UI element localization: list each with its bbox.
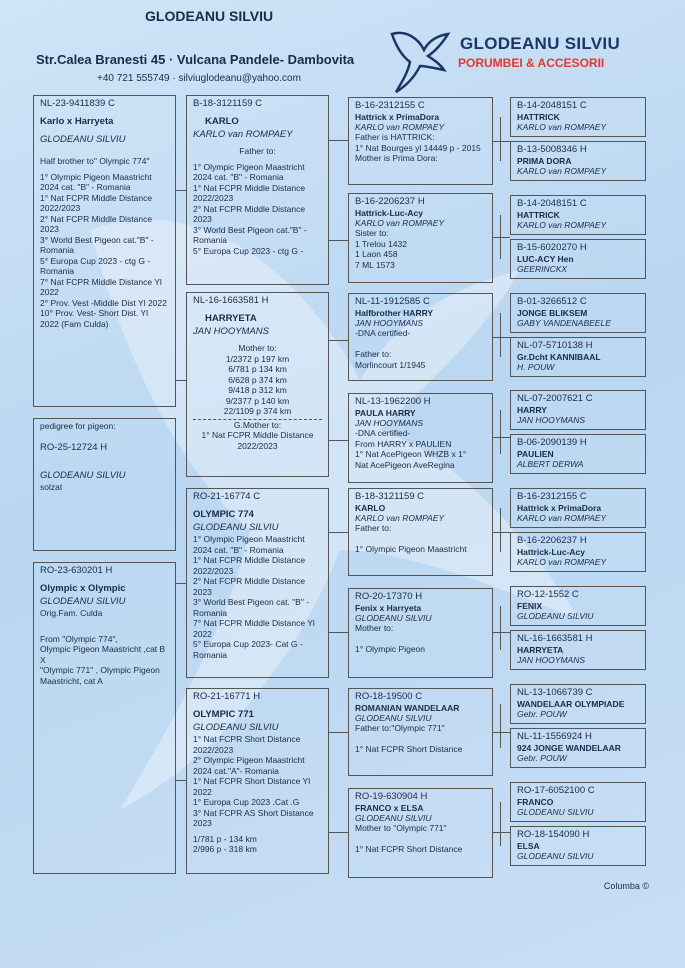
gen3-card: [510, 532, 646, 572]
gen3-card: [510, 630, 646, 670]
pigeon-name: OLYMPIC 771: [193, 709, 254, 720]
gen3-card: [510, 239, 646, 279]
gen3-card: [510, 826, 646, 866]
pigeon-name: HARRYETA: [205, 313, 257, 324]
pigeon-name: Hattrick x PrimaDora: [517, 503, 602, 513]
pigeon-breeder: KARLO van ROMPAEY: [517, 220, 607, 230]
pigeon-name: JONGE BLIKSEM: [517, 308, 588, 318]
gen2-card: [348, 393, 493, 483]
pigeon-id: NL-07-2007621 C: [517, 393, 593, 404]
pigeon-id: NL-07-5710138 H: [517, 340, 593, 351]
connector-line: [500, 606, 501, 650]
gen3-card: [510, 293, 646, 333]
pigeon-id: B-16-2206237 H: [517, 535, 587, 546]
pigeon-name: 924 JONGE WANDELAAR: [517, 743, 621, 753]
pigeon-id: NL-16-1663581 H: [193, 295, 269, 306]
pigeon-results: 1° Olympic Pigeon Maastricht 2024 cat. "B" - Romania 1° Nat FCPR Middle Distance 2022/2023 2° Nat FCPR Middle Distance 2023 3° World Best Pigeon cat. "B" - Romania 7° Nat FCPR Middle Distance Yl 2022 5° Europa Cup 2023- Cat G - Romania: [193, 534, 315, 660]
connector-line: [176, 583, 186, 584]
gen1-sire2-card: [186, 488, 329, 678]
gen3-card: [510, 728, 646, 768]
pigeon-note: Half brother to" Olympic 774": [40, 156, 150, 166]
pigeon-id: RO-12-1552 C: [517, 589, 579, 600]
gen2-card: [348, 688, 493, 776]
logo-subtitle: PORUMBEI & ACCESORII: [458, 56, 605, 70]
connector-line: [493, 141, 510, 142]
gen1-sire-card: [186, 95, 329, 285]
pigeon-id: RO-19-630904 H: [355, 791, 428, 802]
pigeon-name: HATTRICK: [517, 210, 560, 220]
pigeon-breeder: GLODEANU SILVIU: [355, 713, 432, 723]
gen2-card: [348, 788, 493, 878]
pigeon-id: NL-16-1663581 H: [517, 633, 593, 644]
pigeon-breeder: JAN HOOYMANS: [193, 326, 270, 337]
pigeon-breeder: KARLO van ROMPAEY: [193, 129, 293, 140]
pigeon-breeder: GLODEANU SILVIU: [355, 613, 432, 623]
connector-line: [329, 340, 348, 341]
pigeon-name: ROMANIAN WANDELAAR: [355, 703, 460, 713]
pigeon-subtitle: Mother to:: [238, 343, 277, 353]
pigeon-breeder: H. POUW: [517, 362, 555, 372]
gen3-card: [510, 141, 646, 181]
pigeon-subtitle: Father to:: [239, 146, 276, 156]
pigeon-id: B-16-2206237 H: [355, 196, 425, 207]
pigeon-breeder: ALBERT DERWA: [517, 459, 584, 469]
pigeon-id: RO-23-630201 H: [40, 565, 113, 576]
connector-line: [493, 437, 510, 438]
pigeon-name: PAULA HARRY: [355, 408, 416, 418]
connector-line: [329, 632, 348, 633]
pigeon-name: LUC-ACY Hen: [517, 254, 574, 264]
pedigree-owner: GLODEANU SILVIU: [40, 469, 126, 481]
gen2-card: [348, 97, 493, 185]
pigeon-id: B-01-3266512 C: [517, 296, 587, 307]
breeder-contact: +40 721 555749 · silviuglodeanu@yahoo.com: [97, 73, 301, 84]
pigeon-breeder: GLODEANU SILVIU: [193, 522, 279, 533]
subject-card: [33, 95, 176, 407]
pigeon-breeder: KARLO van ROMPAEY: [517, 166, 607, 176]
pigeon-id: B-18-3121159 C: [355, 491, 425, 502]
connector-line: [493, 532, 510, 533]
connector-line: [329, 732, 348, 733]
pigeon-results: 1/2372 p 197 km 6/781 p 134 km 6/628 p 374 km 9/418 p 312 km 9/2377 p 140 km 22/1109 p 374 km: [223, 353, 292, 416]
pigeon-results: 1° Nat FCPR Short Distance 2022/2023 2° Olympic Pigeon Maastricht 2024 cat."A"- Romania 1° Nat FCPR Short Distance Yl 2022 1° Europa Cup 2023 .Cat .G 3° Nat FCPR AS Short Distance 2023: [193, 734, 314, 828]
connector-line: [176, 190, 186, 191]
connector-line: [500, 410, 501, 454]
pigeon-extra: 1/781 p - 134 km 2/996 p - 318 km: [193, 833, 257, 854]
connector-line: [493, 832, 510, 833]
pigeon-name: FRANCO x ELSA: [355, 803, 424, 813]
gen2-card: [348, 588, 493, 678]
pigeon-notes: Father is HATTRICK: 1° Nat Bourges yl 14449 p - 2015 Mother is Prima Dora:: [355, 132, 481, 163]
pigeon-notes: Father to:"Olympic 771" 1° Nat FCPR Short Distance: [355, 723, 463, 754]
footer-credit: Columba ©: [603, 881, 649, 891]
pigeon-id: NL-13-1066739 C: [517, 687, 593, 698]
connector-line: [329, 140, 348, 141]
pigeon-extra: 1° Nat FCPR Middle Distance 2022/2023: [201, 430, 314, 451]
pigeon-name: HARRYETA: [517, 645, 564, 655]
pigeon-breeder: JAN HOOYMANS: [355, 418, 424, 428]
pigeon-id: B-14-2048151 C: [517, 198, 587, 209]
pigeon-id: RO-21-16774 C: [193, 491, 261, 502]
pigeon-breeder: GLODEANU SILVIU: [355, 813, 432, 823]
pigeon-name: KARLO: [355, 503, 386, 513]
pigeon-extra-title: G.Mother to:: [193, 419, 322, 431]
gen3-card: [510, 434, 646, 474]
pigeon-breeder: GABY VANDENABEELE: [517, 318, 611, 328]
pigeon-name: Gr.Dcht KANNIBAAL: [517, 352, 601, 362]
pigeon-notes: Sister to: 1 Trelou 1432 1 Laon 458 7 ML 1573: [355, 228, 407, 270]
pigeon-notes: -DNA certified- From HARRY x PAULIEN 1° Nat AcePigeon WHZB x 1° Nat AcePigeon AveRegina: [355, 428, 467, 470]
pigeon-id: RO-20-17370 H: [355, 591, 423, 602]
pigeon-id: RO-21-16771 H: [193, 691, 261, 702]
connector-line: [493, 337, 510, 338]
connector-line: [176, 780, 186, 781]
connector-line: [329, 532, 348, 533]
pigeon-breeder: GLODEANU SILVIU: [517, 851, 594, 861]
pigeon-name: Hattrick-Luc-Acy: [355, 208, 424, 218]
pigeon-id: B-16-2312155 C: [517, 491, 587, 502]
connector-line: [493, 732, 510, 733]
pigeon-description: From "Olympic 774", Olympic Pigeon Maastricht ,cat B X "Olympic 771" , Olympic Pigeon Maastricht, cat A: [40, 633, 166, 686]
gen3-card: [510, 782, 646, 822]
pigeon-notes: Father to: 1° Olympic Pigeon Maastricht: [355, 523, 467, 554]
pigeon-breeder: GEERINCKX: [517, 264, 568, 274]
gen3-card: [510, 586, 646, 626]
pigeon-name: Hattrick x PrimaDora: [355, 112, 440, 122]
breeder-address: Str.Calea Branesti 45 · Vulcana Pandele- Dambovita: [36, 52, 355, 67]
pigeon-name: ELSA: [517, 841, 540, 851]
pigeon-id: B-15-6020270 H: [517, 242, 587, 253]
gen1-dam-card: [186, 292, 329, 477]
pigeon-name: PAULIEN: [517, 449, 554, 459]
pigeon-name: KARLO: [205, 116, 239, 127]
pigeon-breeder: GLODEANU SILVIU: [517, 807, 594, 817]
pigeon-breeder: KARLO van ROMPAEY: [355, 513, 445, 523]
pigeon-id: NL-23-9411839 C: [40, 98, 115, 109]
pigeon-name: PRIMA DORA: [517, 156, 572, 166]
pigeon-breeder: KARLO van ROMPAEY: [517, 122, 607, 132]
gen3-card: [510, 195, 646, 235]
pigeon-breeder: KARLO van ROMPAEY: [517, 557, 607, 567]
pigeon-id: RO-17-6052100 C: [517, 785, 595, 796]
pigeon-id: B-16-2312155 C: [355, 100, 425, 111]
connector-line: [176, 380, 186, 381]
pigeon-breeder: JAN HOOYMANS: [517, 415, 586, 425]
pigeon-breeder: JAN HOOYMANS: [355, 318, 424, 328]
pigeon-breeder: KARLO van ROMPAEY: [517, 513, 607, 523]
pedigree-for-card: [33, 418, 176, 551]
connector-line: [329, 240, 348, 241]
pigeon-breeder: GLODEANU SILVIU: [193, 722, 279, 733]
pigeon-name: OLYMPIC 774: [193, 509, 254, 520]
gen3-card: [510, 390, 646, 430]
pigeon-breeder: Gebr. POUW: [517, 753, 567, 763]
pigeon-id: RO-18-19500 C: [355, 691, 423, 702]
pigeon-breeder: Gebr. POUW: [517, 709, 567, 719]
connector-line: [500, 117, 501, 161]
pigeon-results: 1° Olympic Pigeon Maastricht 2024 cat. "B" - Romania 1° Nat FCPR Middle Distance 2022/2023 2° Nat FCPR Middle Distance 2023 3° World Best Pigeon cat."B" - Romania 5° Europa Cup 2023 - ctg G -: [193, 161, 307, 256]
pigeon-id: B-18-3121159 C: [193, 98, 263, 109]
pigeon-id: NL-11-1912585 C: [355, 296, 430, 307]
pigeon-id: NL-11-1556924 H: [517, 731, 592, 742]
gen2-card: [348, 488, 493, 576]
pigeon-breeder: JAN HOOYMANS: [517, 655, 586, 665]
gen2-card: [348, 293, 493, 381]
pigeon-breeder: KARLO van ROMPAEY: [355, 218, 445, 228]
pigeon-name: Halfbrother HARRY: [355, 308, 434, 318]
pedigree-pigeon-id: RO-25-12724 H: [40, 441, 108, 453]
gen3-card: [510, 337, 646, 377]
gen3-card: [510, 684, 646, 724]
pigeon-name: Hattrick-Luc-Acy: [517, 547, 586, 557]
gen3-card: [510, 97, 646, 137]
pigeon-id: B-06-2090139 H: [517, 437, 587, 448]
pigeon-id: NL-13-1962200 H: [355, 396, 431, 407]
pigeon-name: Fenix x Harryeta: [355, 603, 422, 613]
connector-line: [500, 508, 501, 552]
pigeon-breeder: GLODEANU SILVIU: [40, 134, 126, 145]
logo-title: GLODEANU SILVIU: [460, 34, 621, 53]
pedigree-label: pedigree for pigeon:: [40, 421, 116, 431]
breeder-name: GLODEANU SILVIU: [145, 8, 274, 24]
connector-line: [329, 832, 348, 833]
connector-line: [500, 802, 501, 846]
pigeon-origin: Orig.Fam. Culda: [40, 608, 103, 618]
dove-logo-icon: [388, 26, 458, 96]
pigeon-name: Olympic x Olympic: [40, 583, 126, 594]
pigeon-notes: Mother to "Olympic 771" 1° Nat FCPR Short Distance: [355, 823, 463, 854]
pigeon-name: HARRY: [517, 405, 547, 415]
connector-line: [500, 215, 501, 259]
connector-line: [493, 237, 510, 238]
dam-main-card: [33, 562, 176, 874]
pigeon-notes: Mother to: 1° Olympic Pigeon: [355, 623, 426, 654]
gen2-card: [348, 193, 493, 283]
pigeon-id: B-14-2048151 C: [517, 100, 587, 111]
pigeon-results: 1° Olympic Pigeon Maastricht 2024 cat. "B" - Romania 1° Nat FCPR Middle Distance 2022/2023 2° Nat FCPR Middle Distance 2023 3° World Best Pigeon cat."B" - Romania 5° Europa Cup 2023 - ctg G - Romania 7° Nat FCPR Middle Distance Yl 2022 2° Prov. Vest -Middle Dist Yl 2022 10° Prov. Vest- Short Dist. Yl 2022 (Fam Culda): [40, 171, 167, 329]
pigeon-name: HATTRICK: [517, 112, 560, 122]
pigeon-id: RO-18-154090 H: [517, 829, 590, 840]
pedigree-color: solzat: [40, 481, 63, 492]
pigeon-breeder: KARLO van ROMPAEY: [355, 122, 445, 132]
connector-line: [500, 313, 501, 357]
pigeon-id: B-13-5008346 H: [517, 144, 587, 155]
pigeon-name: WANDELAAR OLYMPIADE: [517, 699, 625, 709]
connector-line: [493, 632, 510, 633]
connector-line: [329, 440, 348, 441]
pigeon-name: FENIX: [517, 601, 543, 611]
pigeon-name: Karlo x Harryeta: [40, 116, 114, 127]
connector-line: [500, 704, 501, 748]
gen3-card: [510, 488, 646, 528]
gen1-dam2-card: [186, 688, 329, 874]
pigeon-notes: -DNA certified- Father to: Morlincourt 1/1945: [355, 328, 426, 370]
pigeon-breeder: GLODEANU SILVIU: [517, 611, 594, 621]
pigeon-breeder: GLODEANU SILVIU: [40, 596, 126, 607]
pigeon-name: FRANCO: [517, 797, 554, 807]
